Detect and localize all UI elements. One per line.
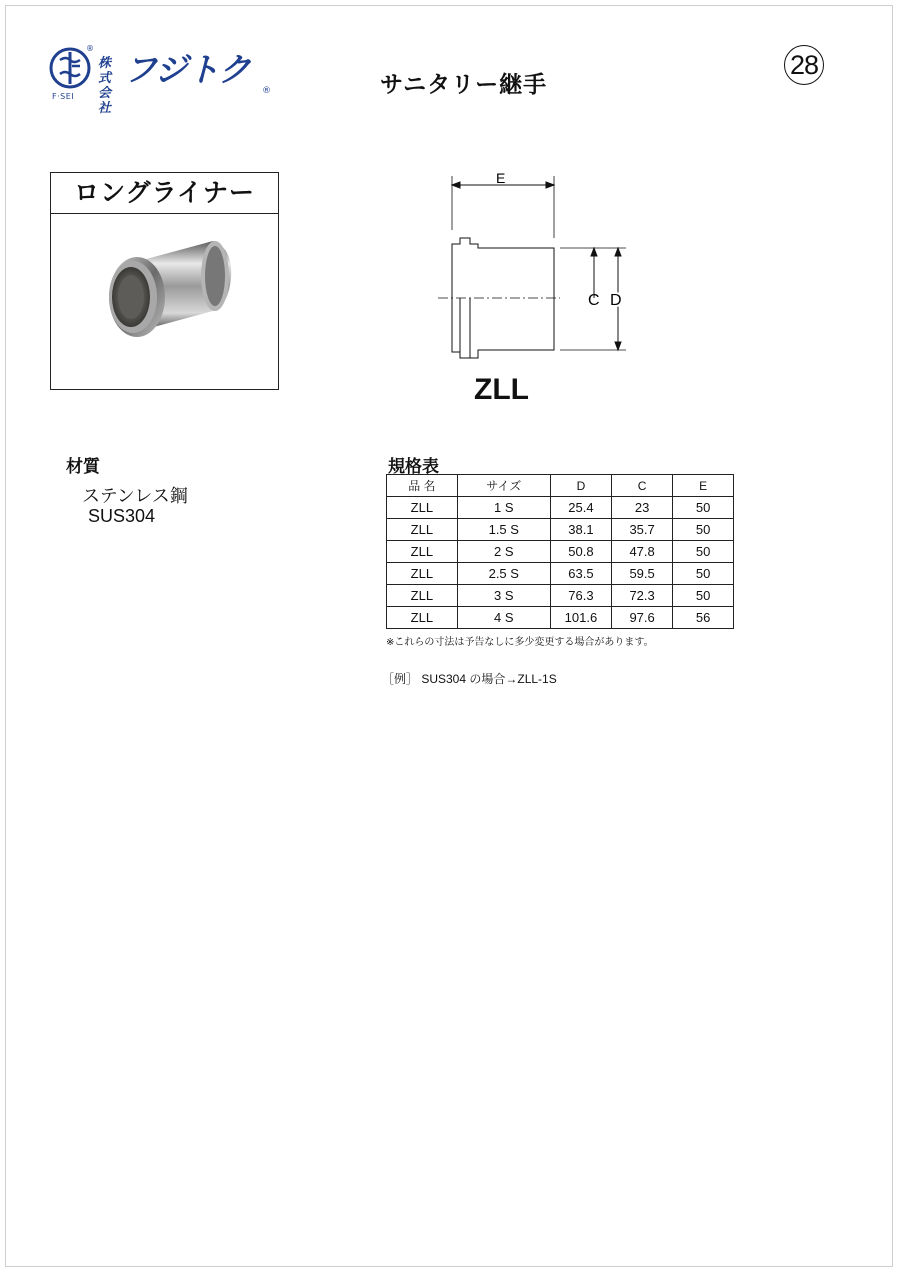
cell-name: ZLL (387, 497, 458, 519)
column-header: サイズ (457, 475, 550, 497)
cell-name: ZLL (387, 541, 458, 563)
cell-size: 3 S (457, 585, 550, 607)
spec-table (386, 474, 734, 629)
logo-subtext: F·SEI (52, 92, 75, 101)
column-header: C (612, 475, 673, 497)
cell-c: 23 (612, 497, 673, 519)
document-title: サニタリー継手 (380, 72, 548, 98)
product-name: ロングライナー (51, 173, 278, 214)
order-example: ［例］ SUS304 の場合→ZLL-1S (382, 672, 557, 686)
logo-company-name: フジトク (124, 50, 251, 89)
cell-d: 63.5 (550, 563, 611, 585)
cell-size: 2 S (457, 541, 550, 563)
long-liner-photo-icon (91, 231, 241, 351)
cell-d: 38.1 (550, 519, 611, 541)
dimension-drawing (430, 168, 650, 368)
cell-c: 47.8 (612, 541, 673, 563)
column-header: D (550, 475, 611, 497)
table-row (387, 541, 734, 563)
registered-mark: ® (86, 44, 94, 53)
cell-name: ZLL (387, 519, 458, 541)
column-header: 品 名 (387, 475, 458, 497)
cell-c: 59.5 (612, 563, 673, 585)
cell-size: 1 S (457, 497, 550, 519)
table-row (387, 585, 734, 607)
material-grade: SUS304 (88, 506, 156, 526)
cell-size: 4 S (457, 607, 550, 629)
cell-name: ZLL (387, 585, 458, 607)
page-number: 28 (784, 45, 824, 85)
table-row (387, 563, 734, 585)
cell-e: 50 (673, 563, 734, 585)
product-box (50, 172, 279, 390)
table-row (387, 497, 734, 519)
dim-e-label: E (496, 170, 506, 186)
cell-d: 25.4 (550, 497, 611, 519)
material-heading: 材質 (66, 457, 100, 477)
cell-e: 56 (673, 607, 734, 629)
cell-d: 101.6 (550, 607, 611, 629)
company-logo (48, 44, 288, 116)
table-header-row (387, 475, 734, 497)
spec-heading: 規格表 (388, 457, 439, 477)
cell-d: 50.8 (550, 541, 611, 563)
material-name: ステンレス鋼 (82, 486, 188, 507)
cell-size: 2.5 S (457, 563, 550, 585)
cell-c: 97.6 (612, 607, 673, 629)
cell-e: 50 (673, 497, 734, 519)
cell-name: ZLL (387, 563, 458, 585)
cell-e: 50 (673, 541, 734, 563)
logo-kaisha: 株式会社 (98, 56, 112, 116)
registered-mark: ® (262, 86, 271, 96)
cell-c: 72.3 (612, 585, 673, 607)
dim-c-label: C (588, 292, 600, 309)
cell-e: 50 (673, 519, 734, 541)
cell-d: 76.3 (550, 585, 611, 607)
table-row (387, 607, 734, 629)
cell-name: ZLL (387, 607, 458, 629)
cell-size: 1.5 S (457, 519, 550, 541)
dim-d-label: D (610, 292, 622, 309)
cell-c: 35.7 (612, 519, 673, 541)
model-code: ZLL (474, 373, 529, 406)
cell-e: 50 (673, 585, 734, 607)
spec-note: ※これらの寸法は予告なしに多少変更する場合があります。 (386, 637, 654, 648)
table-row (387, 519, 734, 541)
column-header: E (673, 475, 734, 497)
